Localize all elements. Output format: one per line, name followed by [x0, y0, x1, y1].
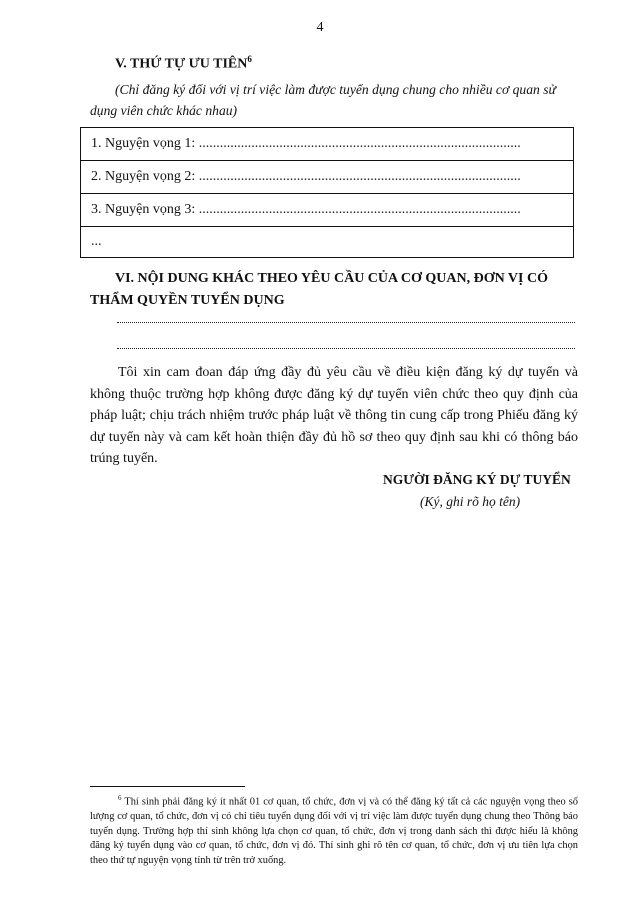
section-6-heading: VI. NỘI DUNG KHÁC THEO YÊU CẦU CỦA CƠ QUAN, ĐƠN VỊ CÓ THẨM QUYỀN TUYỂN DỤNG: [90, 271, 548, 308]
footnote-text: Thí sinh phải đăng ký ít nhất 01 cơ quan, tổ chức, đơn vị và có thể đăng ký tất cả các nguyện vọng theo số lượng cơ quan, tổ chức, đơn vị có chỉ tiêu tuyển dụng đối với vị trí việc làm được tuyển dụng chung theo Thông báo tuyển dụng. Trường hợp thí sinh không lựa chọn cơ quan, tổ chức, đơn vị trong danh sách thì được hiểu là không đăng ký tuyển dụng vào cơ quan, tổ chức, đơn vị đó. Thí sinh ghi rõ tên cơ quan, tổ chức, đơn vị ưu tiên lựa chọn theo thứ tự nguyện vọng tính từ trên trở xuống.: [90, 796, 578, 866]
preference-cell[interactable]: [81, 161, 574, 194]
signature-title: NGƯỜI ĐĂNG KÝ DỰ TUYỂN: [383, 472, 571, 487]
preference-label: 3. Nguyện vọng 3:: [91, 202, 196, 217]
preference-row: [81, 227, 574, 258]
signature-note: (Ký, ghi rõ họ tên): [420, 494, 521, 509]
preference-table: [80, 127, 574, 258]
footnote-ref: 6: [247, 54, 252, 64]
preference-row: [81, 161, 574, 194]
preference-row: [81, 194, 574, 227]
fill-line[interactable]: [117, 322, 575, 323]
section-5-heading: [115, 54, 252, 73]
preference-label: 2. Nguyện vọng 2:: [91, 169, 196, 184]
footnote: [90, 791, 578, 868]
preference-fill: ............................................................................................: [198, 136, 521, 151]
section-5-heading-text: V. THỨ TỰ ƯU TIÊN: [115, 56, 248, 72]
preference-fill: ............................................................................................: [198, 202, 521, 217]
preference-cell[interactable]: [81, 227, 574, 258]
page-number: 4: [316, 20, 324, 35]
preference-fill: ............................................................................................: [198, 169, 521, 184]
footnote-marker: 6: [118, 794, 122, 802]
preference-cell[interactable]: [81, 128, 574, 161]
preference-cell[interactable]: [81, 194, 574, 227]
footnote-divider: [90, 786, 245, 787]
pledge-paragraph: Tôi xin cam đoan đáp ứng đầy đủ yêu cầu về điều kiện đăng ký dự tuyển và không thuộc trường hợp không được đăng ký dự tuyển viên chức theo quy định của pháp luật; chịu trách nhiệm trước pháp luật về thông tin cung cấp trong Phiếu đăng ký dự tuyển này và cam kết hoàn thiện đầy đủ hồ sơ theo quy định sau khi có thông báo trúng tuyển.: [90, 365, 578, 467]
preference-row: [81, 128, 574, 161]
section-5-note: (Chỉ đăng ký đối với vị trí việc làm được tuyển dụng chung cho nhiều cơ quan sử dụng viên chức khác nhau): [90, 82, 556, 118]
fill-line[interactable]: [117, 348, 575, 349]
preference-label: ...: [91, 234, 102, 249]
preference-label: 1. Nguyện vọng 1:: [91, 136, 196, 151]
